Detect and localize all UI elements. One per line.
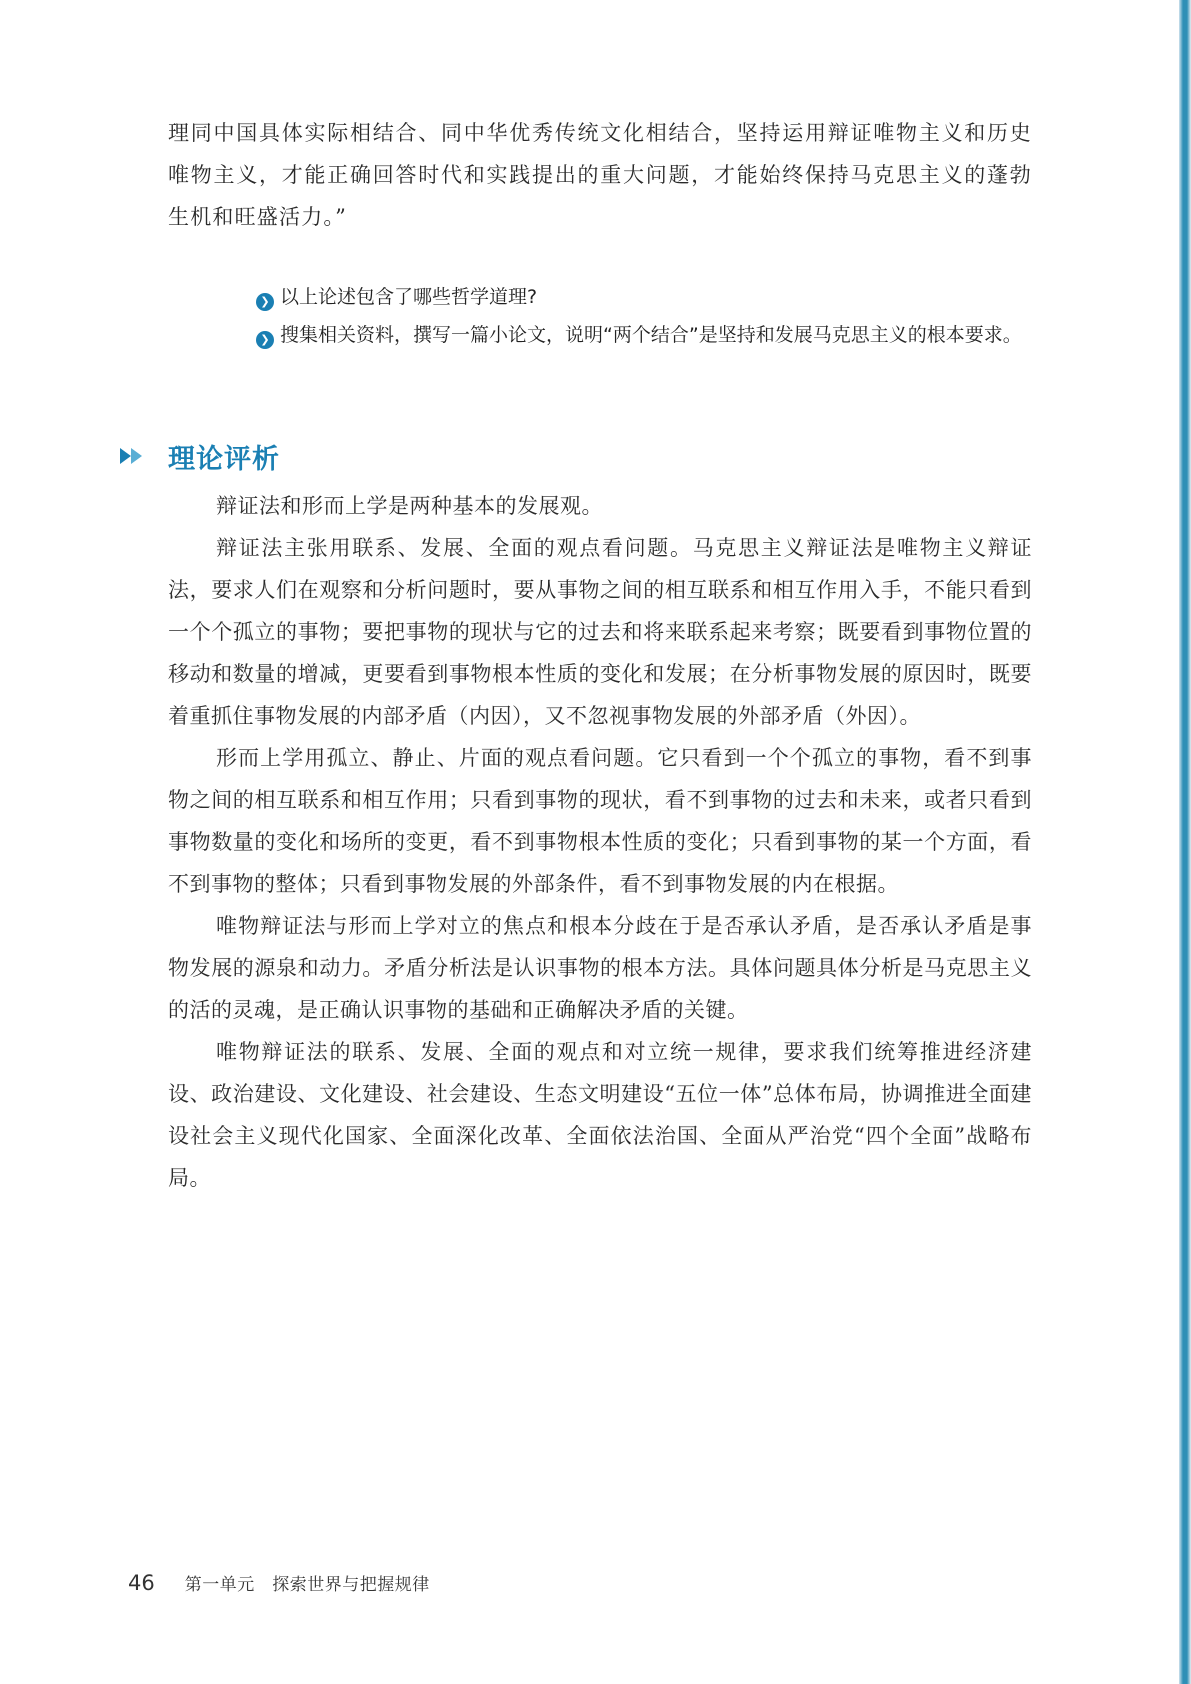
body-paragraph: 唯物辩证法与形而上学对立的焦点和根本分歧在于是否承认矛盾，是否承认矛盾是事物发展的源泉和动力。矛盾分析法是认识事物的根本方法。具体问题具体分析是马克思主义的活的灵魂，是正确认识事物的基础和正确解决矛盾的关键。 bbox=[168, 914, 1032, 1022]
question-text: 以上论述包含了哪些哲学道理? bbox=[280, 286, 538, 308]
section-heading bbox=[120, 436, 280, 476]
page-number: 46 bbox=[128, 1571, 155, 1595]
body-paragraph: 形而上学用孤立、静止、片面的观点看问题。它只看到一个个孤立的事物，看不到事物之间的相互联系和相互作用；只看到事物的现状，看不到事物的过去和未来，或者只看到事物数量的变化和场所的变更，看不到事物根本性质的变化；只看到事物的某一个方面，看不到事物的整体；只看到事物发展的外部条件，看不到事物发展的内在根据。 bbox=[168, 746, 1032, 896]
body-paragraph: 唯物辩证法的联系、发展、全面的观点和对立统一规律，要求我们统筹推进经济建设、政治建设、文化建设、社会建设、生态文明建设“五位一体”总体布局，协调推进全面建设社会主义现代化国家、全面深化改革、全面依法治国、全面从严治党“四个全面”战略布局。 bbox=[168, 1040, 1032, 1190]
section-title: 理论评析 bbox=[168, 443, 280, 475]
page-footer bbox=[128, 1570, 430, 1595]
quote-block bbox=[168, 112, 1032, 354]
chevron-circle-icon: ❯ bbox=[256, 331, 274, 349]
double-triangle-icon bbox=[120, 448, 154, 464]
chevron-circle-icon: ❯ bbox=[256, 293, 274, 311]
body-paragraph: 辩证法和形而上学是两种基本的发展观。 bbox=[216, 494, 603, 518]
unit-title: 第一单元 探索世界与把握规律 bbox=[184, 1575, 430, 1595]
page-edge-decoration bbox=[1179, 0, 1191, 1684]
quote-paragraph: 理同中国具体实际相结合、同中华优秀传统文化相结合，坚持运用辩证唯物主义和历史唯物主义，才能正确回答时代和实践提出的重大问题，才能始终保持马克思主义的蓬勃生机和旺盛活力。” bbox=[168, 121, 1032, 229]
question-text: 搜集相关资料，撰写一篇小论文，说明“两个结合”是坚持和发展马克思主义的根本要求。 bbox=[280, 324, 1022, 346]
question-list bbox=[168, 278, 1032, 354]
section-body bbox=[168, 485, 1032, 1199]
question-item bbox=[192, 278, 1032, 316]
question-item bbox=[192, 316, 1032, 354]
body-paragraph: 辩证法主张用联系、发展、全面的观点看问题。马克思主义辩证法是唯物主义辩证法，要求人们在观察和分析问题时，要从事物之间的相互联系和相互作用入手，不能只看到一个个孤立的事物；要把事物的现状与它的过去和将来联系起来考察；既要看到事物位置的移动和数量的增减，更要看到事物根本性质的变化和发展；在分析事物发展的原因时，既要着重抓住事物发展的内部矛盾（内因），又不忽视事物发展的外部矛盾（外因）。 bbox=[168, 536, 1032, 728]
